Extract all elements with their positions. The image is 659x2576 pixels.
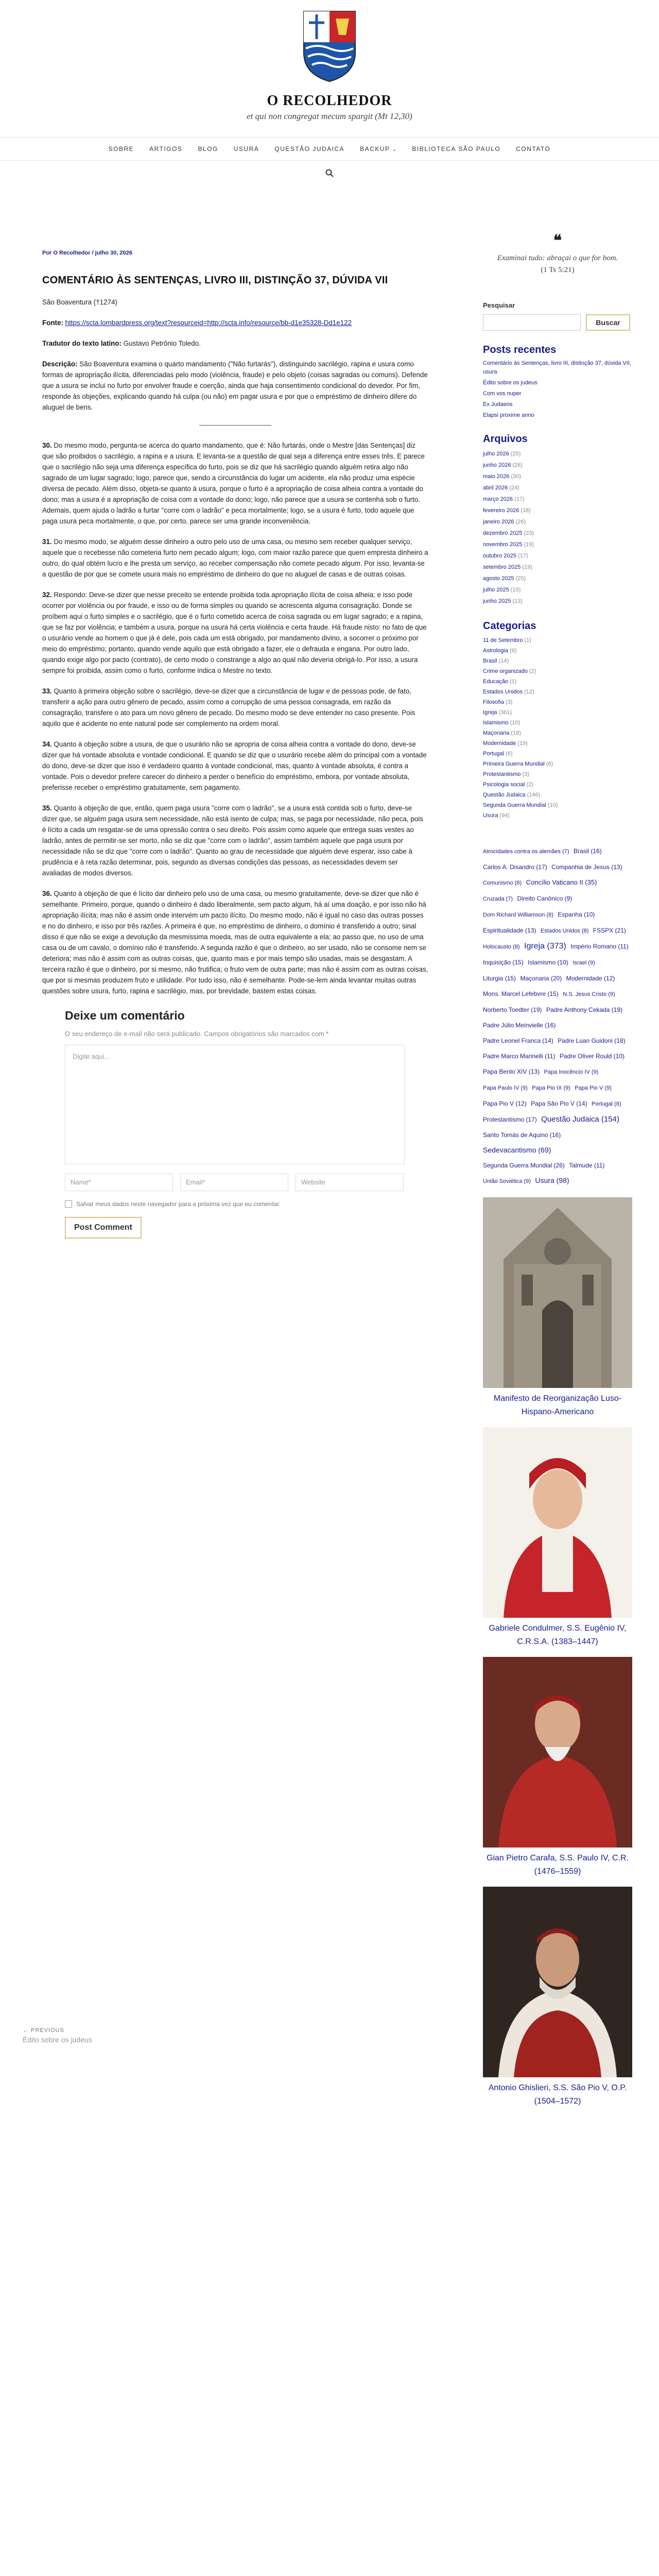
main-content <box>42 250 428 1239</box>
archive-link[interactable] <box>483 448 632 460</box>
category-name[interactable]: Estados Unidos <box>483 689 523 695</box>
category-count: (3) <box>522 771 529 777</box>
archive-count: (15) <box>510 587 521 593</box>
tag-link[interactable]: Atrocidades contra os alemães (7) <box>483 849 569 855</box>
post-title: COMENTÁRIO ÀS SENTENÇAS, LIVRO III, DISTINÇÃO 37, DÚVIDA VII <box>42 275 388 286</box>
category-count: (6) <box>506 751 513 757</box>
category-name[interactable]: Usura <box>483 812 498 819</box>
category-name[interactable]: Protestantismo <box>483 771 521 777</box>
archive-count: (19) <box>522 564 533 570</box>
tag-link[interactable]: Estados Unidos (8) <box>540 928 589 934</box>
comment-textarea[interactable]: Digite aqui... <box>65 1045 405 1164</box>
comment-form-title: Deixe um comentário <box>65 1009 185 1022</box>
archive-link[interactable] <box>483 516 632 528</box>
paragraph-text: Quanto à primeira objeção sobre o sacrilégio, deve-se dizer que a circunstância de lugar e de pessoas pode, de fato, transferir a ação para outro gênero de pecado, assim como a corrupção de uma pessoa consagrada, em razão da consagração, transfere o ato para um novo gênero de pecado. Do mesmo modo se deve entender no caso presente. Pois aquilo que é acidente no ente natural pode ser complemento na ordem moral. <box>42 687 415 727</box>
tag-link[interactable]: Questão Judaica (154) <box>541 1115 619 1124</box>
tag-link[interactable]: Comunismo (8) <box>483 880 522 886</box>
nav-item-backup[interactable]: BACKUP <box>360 145 390 152</box>
archive-link[interactable] <box>483 562 632 573</box>
tag-link[interactable]: Mons. Marcel Lefebvre (15) <box>483 990 559 997</box>
cookie-label: Salvar meus dados neste navegador para a próxima vez que eu comentar. <box>76 1200 281 1208</box>
paragraph-number: 33. <box>42 687 52 695</box>
category-name[interactable]: Segunda Guerra Mundial <box>483 802 546 808</box>
portrait-caption[interactable]: Gian Pietro Carafa, S.S. Paulo IV, C.R. (1476–1559) <box>487 1854 629 1876</box>
translator-label: Tradutor do texto latino: <box>42 340 122 347</box>
paragraph-text: Do mesmo modo, pergunta-se acerca do quarto mandamento, que é: Não furtarás, onde o Mestre [das Sentenças] diz que são proibidos o sacrilégio, a rapina e a usura. E levanta-se a questão de qual seja a diferença entre esses três. E parece que o sacrilégio não seja uma diferença específica do furto, pois se diz que há sacrilégio quando alguém retira algo não sagrado de um lugar sagrado; logo, parece que, sendo a circunstância do lugar um acidente, ela não produz uma espécie diversa de pecado. Além disso, objeta-se quanto à usura, porque o furto é a apropriação de coisa alheia contra a vontade do dono; mas a usura é a apropriação de coisa com a vontade do dono; logo, não parece que a usura se contenha sob o furto. Ademais, quem ajuda o ladrão a furtar "corre com o ladrão" e peca mortalmente; logo, se a usura é furto, todo aquele que paga usura peca mortalmente, o que, por certo, parece ser uma grande inconveniência. <box>42 442 425 525</box>
cookie-consent <box>65 1200 405 1208</box>
paragraph-number: 31. <box>42 538 52 546</box>
nav-item-sobre[interactable]: SOBRE <box>108 145 134 152</box>
category-name[interactable]: Modernidade <box>483 740 516 747</box>
post-source <box>42 317 428 328</box>
recent-post-link[interactable]: Elapsi proxime anno <box>483 412 534 418</box>
archive-month[interactable]: julho 2026 <box>483 451 509 457</box>
archive-link[interactable] <box>483 584 632 596</box>
tag-link[interactable]: Segunda Guerra Mundial (26) <box>483 1162 565 1169</box>
category-count: (94) <box>499 812 510 819</box>
search-form <box>483 314 632 331</box>
tag-link[interactable]: Espanha (10) <box>558 911 595 918</box>
paragraph-text: Quanto à objeção sobre a usura, de que o usurário não se apropria de coisa alheia contra a vontade do dono, deve-se dizer que há vontade absoluta e vontade condicional. E quando se diz que o usurário recebe além do principal com a vontade do dono, deve-se dizer que isso é verdadeiro quanto à vontade condicional, mas, quanto à vontade absoluta, é contra a vontade. Pois o devedor prefere carecer do dinheiro a perder o benefício do empréstimo, embora, por vontade absoluta, preferisse receber o empréstimo gratuitamente, sem pagamento. <box>42 740 427 791</box>
translator-name: Gustavo Petrônio Toledo. <box>123 340 201 347</box>
tag-link[interactable]: Carlos A. Disandro (17) <box>483 863 547 871</box>
category-link[interactable] <box>483 759 632 769</box>
archive-link[interactable] <box>483 539 632 550</box>
pope-pius-v-portrait[interactable] <box>483 1887 632 2077</box>
comment-form <box>42 1009 405 1239</box>
nav-item-backup-wrapper[interactable] <box>360 144 396 154</box>
website-field[interactable]: Website <box>296 1174 404 1191</box>
archive-link[interactable] <box>483 494 632 505</box>
archives-title: Arquivos <box>483 433 528 445</box>
archive-count: (24) <box>509 485 519 491</box>
tag-link[interactable]: Padre Marco Marinelli (11) <box>483 1053 556 1060</box>
paragraph-31 <box>42 536 428 580</box>
archive-link[interactable] <box>483 550 632 562</box>
paragraph-34 <box>42 739 428 793</box>
archive-count: (17) <box>514 496 525 502</box>
paragraph-text: Do mesmo modo, se alguém desse dinheiro a outro pelo uso de uma casa, ou mesmo sem receber qualquer serviço, aquele que o recebesse não cometeria furto nem pecado algum; logo, com maior razão parece que quem empresta dinheiro a outro, do qual obtém lucro e lhe presta um serviço, ao receber compensação não comete pecado algum. Por isso, levanta-se a questão de por que se comete usura mais no empréstimo de dinheiro do que no aluguel de casas e de outras coisas. <box>42 538 428 578</box>
archive-month[interactable]: fevereiro 2026 <box>483 507 519 514</box>
main-navigation <box>0 137 659 161</box>
category-count: (14) <box>498 658 509 664</box>
archive-link[interactable] <box>483 528 632 539</box>
post-navigation <box>23 2027 92 2044</box>
archive-month[interactable]: junho 2025 <box>483 598 511 604</box>
category-link[interactable] <box>483 810 632 821</box>
category-link[interactable] <box>483 697 632 707</box>
archive-link[interactable] <box>483 471 632 482</box>
archive-month[interactable]: novembro 2025 <box>483 541 523 548</box>
categories-list <box>483 635 632 821</box>
tag-link[interactable]: Padre Oliver Rould (10) <box>559 1053 625 1060</box>
archive-link[interactable] <box>483 460 632 471</box>
category-name[interactable]: Questão Judaica <box>483 792 526 798</box>
archive-count: (23) <box>524 530 534 536</box>
nav-search <box>0 169 659 180</box>
recent-post-link[interactable]: Com vos nuper <box>483 391 522 397</box>
category-name[interactable]: Filosofia <box>483 699 504 705</box>
category-count: (19) <box>517 740 528 747</box>
tag-link[interactable]: Santo Tomás de Aquino (16) <box>483 1131 561 1139</box>
category-count: (3) <box>506 699 513 705</box>
tag-link[interactable]: Papa Paulo IV (9) <box>483 1085 528 1091</box>
previous-label: ← PREVIOUS <box>23 2027 64 2033</box>
tag-link[interactable]: Talmude (11) <box>569 1162 605 1169</box>
recent-post-link[interactable]: Édito sobre os judeus <box>483 380 537 386</box>
tag-link[interactable]: Padre Leonel Franca (14) <box>483 1037 553 1044</box>
archive-count: (25) <box>515 575 526 582</box>
site-description: et qui non congregat mecum spargit (Mt 12,30) <box>247 111 412 121</box>
tag-link[interactable]: Usura (98) <box>535 1176 569 1184</box>
archive-count: (19) <box>524 541 534 548</box>
post-author: São Boaventura (†1274) <box>42 298 117 306</box>
description-label: Descrição: <box>42 360 78 368</box>
tag-link[interactable]: FSSPX (21) <box>593 927 626 934</box>
tag-link[interactable]: Concílio Vaticano II (35) <box>526 878 597 886</box>
paragraph-number: 34. <box>42 740 52 748</box>
tag-link[interactable]: Sedevacantismo (69) <box>483 1146 551 1154</box>
portrait-caption[interactable]: Antonio Ghislieri, S.S. São Pio V, O.P. (1504–1572) <box>488 2083 627 2106</box>
quote-icon: ❝ <box>553 232 562 249</box>
archive-link[interactable] <box>483 573 632 584</box>
previous-post-link[interactable]: Édito sobre os judeus <box>23 2036 92 2044</box>
archive-count: (25) <box>510 451 521 457</box>
archive-month[interactable]: janeiro 2026 <box>483 519 514 525</box>
tag-link[interactable]: N.S. Jesus Cristo (9) <box>563 991 615 997</box>
category-link[interactable] <box>483 718 632 728</box>
paragraph-text: Quanto à objeção de que é lícito dar dinheiro pelo uso de uma casa, ou mesmo gratuitamente, deve-se dizer que não é semelhante. Primeiro, porque, quando o dinheiro é dado liberalmente, sem pacto algum, há aí uma doação, e por isso não há apropriação ilícita; mas não é assim onde intervém um pacto ilícito. Do mesmo modo, não é igual no caso das outras posses e no do dinheiro, e isso por três razões. A primeira é que, no empréstimo de dinheiro, o domínio é transferido a outro; sinal disso é que não se exige a devolução da mesmíssima moeda, mas de outra equivalente a ela; ao passo que, no uso de uma casa ou de um cavalo, o domínio não é transferido. A segunda razão é que o dinheiro, ao ser usado, não se consome nem se deteriora; mas não é assim com as outras coisas, que, quanto mais e por mais tempo são usadas, mais se desgastam. A terceira razão é que o dinheiro, por si mesmo, não frutifica; o fruto vem de outra parte; mas não é assim com as outras coisas, que por si mesmas produzem fruto e utilidade. Por tudo isso, não é semelhante. Pode-se-lem ainda levantar muitas outras questões sobre usura, furto, rapina e sacrilégio, mas, por brevidade, bastem estas coisas. <box>42 890 428 995</box>
portrait-caption[interactable]: Manifesto de Reorganização Luso-Hispano-Americano <box>493 1394 622 1416</box>
tag-link[interactable]: Israel (9) <box>573 960 595 966</box>
search-icon[interactable] <box>325 169 334 177</box>
category-name[interactable]: Islamismo <box>483 720 509 726</box>
archive-link[interactable] <box>483 482 632 494</box>
category-link[interactable] <box>483 707 632 718</box>
category-count: (146) <box>527 792 541 798</box>
tag-link[interactable]: Império Romano (11) <box>570 943 629 950</box>
archives-list <box>483 448 632 607</box>
quote-widget <box>483 232 632 275</box>
archive-count: (30) <box>511 473 521 480</box>
category-link[interactable] <box>483 749 632 759</box>
tag-link[interactable]: União Soviética (9) <box>483 1178 531 1184</box>
tag-link[interactable]: Direito Canônico (9) <box>517 895 573 902</box>
category-link[interactable] <box>483 738 632 749</box>
sidebar <box>483 232 632 2108</box>
archive-count: (18) <box>521 507 531 514</box>
tag-link[interactable]: Papa São Pio V (14) <box>531 1100 587 1107</box>
category-count: (2) <box>526 782 533 788</box>
cookie-checkbox[interactable] <box>65 1200 72 1208</box>
category-link[interactable] <box>483 800 632 810</box>
archive-count: (17) <box>517 553 528 559</box>
tag-link[interactable]: Papa Pio IX (9) <box>532 1085 570 1091</box>
category-link[interactable] <box>483 728 632 738</box>
post-description <box>42 359 428 413</box>
archive-month[interactable]: dezembro 2025 <box>483 530 523 536</box>
archive-month[interactable]: setembro 2025 <box>483 564 521 570</box>
pope-eugene-iv-portrait[interactable] <box>483 1427 632 1618</box>
paragraph-32 <box>42 589 428 676</box>
archive-link[interactable] <box>483 596 632 607</box>
site-title[interactable]: O RECOLHEDOR <box>267 93 392 109</box>
tag-link[interactable]: Modernidade (12) <box>566 975 615 982</box>
category-name[interactable]: Brasil <box>483 658 497 664</box>
category-link[interactable] <box>483 790 632 800</box>
tag-link[interactable]: Igreja (373) <box>524 942 566 951</box>
category-link[interactable] <box>483 676 632 687</box>
categories-title: Categorias <box>483 620 536 632</box>
category-link[interactable] <box>483 635 632 646</box>
tag-link[interactable]: Dom Richard Williamson (8) <box>483 912 553 918</box>
category-count: (1) <box>510 679 517 685</box>
paragraph-35 <box>42 803 428 878</box>
archive-month[interactable]: maio 2026 <box>483 473 510 480</box>
category-count: (6) <box>509 648 517 654</box>
coat-of-arms-logo[interactable] <box>299 7 360 83</box>
nav-item-biblioteca[interactable]: BIBLIOTECA SÃO PAULO <box>412 145 501 152</box>
paragraph-36 <box>42 888 428 996</box>
category-count: (2) <box>529 668 536 674</box>
tag-cloud <box>483 843 632 1189</box>
tag-link[interactable]: Brasil (16) <box>573 848 602 855</box>
tag-link[interactable]: Protestantismo (17) <box>483 1116 537 1123</box>
category-count: (361) <box>498 709 512 716</box>
divider <box>199 425 271 426</box>
search-label: Pesquisar <box>483 301 515 309</box>
recent-post-link[interactable]: Comentário às Sentenças, livro III, distinção 37, dúvida VII, usura <box>483 360 631 375</box>
tag-link[interactable]: Cruzada (7) <box>483 896 513 902</box>
source-link[interactable]: https://scta.lombardpress.org/text?resourceid=http://scta.info/resource/bb-d1e35328-Dd1e122 <box>65 319 352 327</box>
archive-count: (26) <box>515 519 526 525</box>
post-meta[interactable]: Por O Recolhedor / julho 30, 2026 <box>42 250 132 256</box>
tag-link[interactable]: Papa Inocêncio IV (9) <box>544 1069 599 1075</box>
comment-fields <box>65 1174 405 1191</box>
nav-item-contato[interactable]: CONTATO <box>516 145 551 152</box>
paragraph-number: 35. <box>42 804 52 812</box>
paragraph-33 <box>42 686 428 729</box>
search-input[interactable] <box>483 314 581 331</box>
tag-link[interactable]: Papa Pio V (12) <box>483 1100 527 1107</box>
category-link[interactable] <box>483 769 632 779</box>
archive-month[interactable]: julho 2025 <box>483 587 509 593</box>
nav-item-usura[interactable]: USURA <box>233 145 259 152</box>
tag-link[interactable]: Espiritualidade (13) <box>483 927 536 934</box>
category-count: (10) <box>547 802 558 808</box>
post-comment-button[interactable]: Post Comment <box>65 1217 142 1239</box>
post-body <box>42 297 428 996</box>
category-count: (1) <box>524 637 531 643</box>
paragraph-number: 32. <box>42 591 52 599</box>
recent-post-link[interactable]: Ex Judaeos <box>483 401 513 408</box>
nav-item-questao-judaica[interactable]: QUESTÃO JUDAICA <box>274 145 345 152</box>
tag-link[interactable]: Portugal (8) <box>592 1101 621 1107</box>
pope-paul-iv-portrait[interactable] <box>483 1657 632 1848</box>
paragraph-text: Respondo: Deve-se dizer que nesse preceito se entende proibida toda apropriação ilícita de coisa alheia; e isso pode ocorrer por violência ou por fraude, e isso ou de forma simples ou quando se acrescenta alguma consagração. Donde se proíbem aqui o furto simples e o sacrilégio, que é o furto cometido acerca de coisa sagrada ou em lugar sagrado; e a rapina, que se faz por violência; e também a usura, porque na usura há certa violência e certa fraude. Há fraude nisto: no fato de que o usurário vende ao homem o que já é dele, pois cada um está obrigado, por mandamento divino, a socorrer o próximo por meio do empréstimo; portanto, quando vende aquilo que está obrigado a fazer, ele o defrauda e engana. Por outro lado, quando exige algo por pacto (contrato), de certo modo o constrange a algo ao qual não deveria obrigá-lo. Por isso, a usura sempre foi proibida, assim como o furto, conforme indica o Mestre no texto. <box>42 591 427 674</box>
category-count: (6) <box>546 761 553 767</box>
archive-link[interactable] <box>483 505 632 516</box>
description-text: São Boaventura examina o quarto mandamento ("Não furtarás"), distinguindo sacrilégio, rapina e usura como formas de apropriação ilícita, diferenciadas pelo modo (violência, fraude) e pelo objeto (coisas sagradas ou comuns). Defende que a usura se inclui no furto por envolver fraude e coerção, ainda que haja consentimento condicional do devedor. Por fim, responde às objeções, explicando quando há culpa (ou não) em pagar usura e por que o empréstimo de dinheiro difere do aluguel de bens. <box>42 360 428 411</box>
tag-link[interactable]: Holocausto (8) <box>483 944 520 950</box>
tag-link[interactable]: Maçonaria (20) <box>520 975 562 982</box>
category-name[interactable]: Astrologia <box>483 648 508 654</box>
category-count: (12) <box>524 689 534 695</box>
category-name[interactable]: Maçonaria <box>483 730 510 736</box>
archive-count: (26) <box>512 462 523 468</box>
recent-posts-title: Posts recentes <box>483 344 557 355</box>
recent-posts-list <box>483 359 632 420</box>
nav-item-blog[interactable]: BLOG <box>198 145 218 152</box>
paragraph-number: 30. <box>42 442 52 449</box>
category-count: (10) <box>510 720 521 726</box>
portrait-caption[interactable]: Gabriele Condulmer, S.S. Eugênio IV, C.R.S.A. (1383–1447) <box>489 1624 627 1646</box>
tag-link[interactable]: Companhia de Jesus (13) <box>551 863 622 871</box>
category-link[interactable] <box>483 687 632 697</box>
site-header <box>0 0 659 180</box>
email-field[interactable]: Email* <box>180 1174 288 1191</box>
category-count: (18) <box>511 730 521 736</box>
manifesto-church-image[interactable] <box>483 1197 632 1388</box>
category-link[interactable] <box>483 779 632 790</box>
category-name[interactable]: Educação <box>483 679 508 685</box>
tag-link[interactable]: Padre Júlio Meinvielle (16) <box>483 1022 556 1029</box>
paragraph-text: Quanto à objeção de que, então, quem paga usura "corre com o ladrão", se a usura está contida sob o furto, deve-se dizer que, se alguém paga usura sem necessidade, não está isento de culpa; mas, se paga por necessidade, não peca, pois é lícito a cada um resgatar-se de uma opressão contra o seu direito. Pois assim como aquele que entrega suas vestes ao ladrão, antes de permitir-se ser morto, não se diz que "corre com o ladrão", assim também aquele que paga usura por necessidade não se diz que "corre com o ladrão". Quanto ao grau de necessidade que alguém deve esperar, isso cabe à prudência e à reta razão determinar, pois, segundo as diversas condições das pessoas, as necessidades devem ser avaliadas de modos diversos. <box>42 804 423 877</box>
archive-month[interactable]: junho 2026 <box>483 462 511 468</box>
category-name[interactable]: 11 de Setembro <box>483 637 523 643</box>
quote-reference: (1 Ts 5:21) <box>541 266 575 274</box>
tag-link[interactable]: Islamismo (10) <box>528 959 568 966</box>
tag-link[interactable]: Norberto Toedter (19) <box>483 1006 542 1013</box>
paragraph-30 <box>42 440 428 527</box>
category-name[interactable]: Psicologia social <box>483 782 525 788</box>
tag-link[interactable]: Papa Pio V (9) <box>575 1085 612 1091</box>
nav-item-artigos[interactable]: ARTIGOS <box>149 145 183 152</box>
archive-month[interactable]: agosto 2025 <box>483 575 514 582</box>
tag-link[interactable]: Papa Bento XIV (13) <box>483 1068 540 1075</box>
category-name[interactable]: Portugal <box>483 751 504 757</box>
comment-note: O seu endereço de e-mail não será publicado. Campos obrigatórios são marcados com * <box>65 1030 329 1038</box>
category-link[interactable] <box>483 656 632 666</box>
archive-count: (13) <box>512 598 523 604</box>
source-label: Fonte: <box>42 319 63 327</box>
name-field[interactable]: Name* <box>65 1174 173 1191</box>
tag-link[interactable]: Liturgia (15) <box>483 975 516 982</box>
category-name[interactable]: Igreja <box>483 709 497 716</box>
archive-month[interactable]: abril 2026 <box>483 485 508 491</box>
category-link[interactable] <box>483 646 632 656</box>
post-translator <box>42 338 428 349</box>
quote-text: Examinai tudo: abraçai o que for bom. <box>497 254 618 262</box>
category-name[interactable]: Crime organizado <box>483 668 528 674</box>
paragraph-number: 36. <box>42 890 52 897</box>
category-name[interactable]: Primeira Guerra Mundial <box>483 761 545 767</box>
archive-month[interactable]: outubro 2025 <box>483 553 516 559</box>
tag-link[interactable]: Inquisição (15) <box>483 959 524 966</box>
tag-link[interactable]: Padre Anthony Cekada (19) <box>546 1006 623 1013</box>
archive-month[interactable]: março 2026 <box>483 496 513 502</box>
chevron-down-icon: ⌄ <box>392 147 397 152</box>
search-button[interactable]: Buscar <box>586 314 630 331</box>
category-link[interactable] <box>483 666 632 676</box>
tag-link[interactable]: Padre Luan Guidoni (18) <box>558 1037 626 1044</box>
